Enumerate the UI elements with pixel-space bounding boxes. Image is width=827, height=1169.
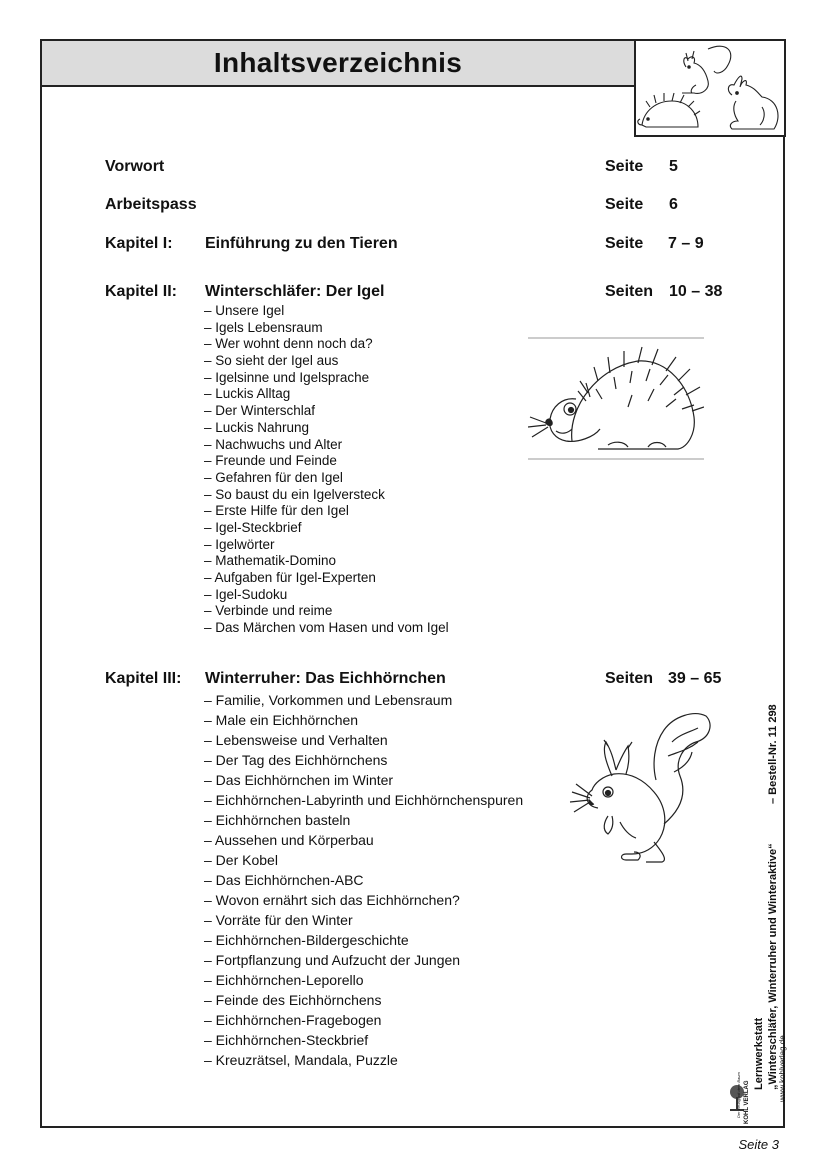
list-item: – Aussehen und Körperbau	[204, 832, 374, 848]
toc-page-number: 39 – 65	[668, 670, 722, 687]
toc-page-number: 6	[669, 196, 678, 213]
list-item: – Das Eichhörnchen im Winter	[204, 772, 394, 788]
toc-page-label: Seite	[605, 235, 644, 252]
list-item: – Mathematik-Domino	[204, 553, 337, 569]
list-item: – So sieht der Igel aus	[204, 353, 339, 369]
animals-drawing	[636, 41, 784, 135]
chapter-label: Kapitel II:	[105, 283, 178, 300]
list-item: – Eichhörnchen-Fragebogen	[204, 1012, 382, 1028]
series-label: Lernwerkstatt	[753, 1017, 765, 1090]
animals-illustration	[634, 39, 786, 137]
toc-page-label: Seite	[605, 158, 644, 175]
toc-page-label: Seiten	[605, 283, 654, 300]
chapter-topic: Winterruher: Das Eichhörnchen	[205, 670, 446, 687]
list-item: – Gefahren für den Igel	[204, 469, 343, 485]
list-item: – Eichhörnchen-Bildergeschichte	[204, 932, 409, 948]
list-item: – Eichhörnchen basteln	[204, 812, 351, 828]
page-title: Inhaltsverzeichnis	[40, 39, 636, 87]
publisher-sidebar	[728, 690, 788, 1124]
list-item: – Eichhörnchen-Leporello	[204, 972, 364, 988]
list-item: – Kreuzrätsel, Mandala, Puzzle	[204, 1052, 398, 1068]
list-item: – Male ein Eichhörnchen	[204, 712, 359, 728]
list-item: – Wer wohnt denn noch da?	[204, 336, 373, 352]
list-item: – Fortpflanzung und Aufzucht der Jungen	[204, 952, 461, 968]
list-item: – Das Märchen vom Hasen und vom Igel	[204, 620, 449, 636]
list-item: – Feinde des Eichhörnchens	[204, 992, 382, 1008]
order-number: – Bestell-Nr. 11 298	[767, 704, 779, 804]
kapitel-2-topic-list	[204, 303, 449, 637]
list-item: – Igel-Sudoku	[204, 586, 288, 602]
toc-page-number: 7 – 9	[668, 235, 704, 252]
list-item: – Lebensweise und Verhalten	[204, 732, 388, 748]
list-item: – Igel-Steckbrief	[204, 519, 302, 535]
list-item: – Das Eichhörnchen-ABC	[204, 872, 364, 888]
list-item: – Igels Lebensraum	[204, 319, 323, 335]
chapter-label: Kapitel III:	[105, 670, 182, 687]
list-item: – Luckis Alltag	[204, 386, 291, 402]
toc-page-label: Seite	[605, 196, 644, 213]
logo-text: KOHL VERLAG	[744, 1080, 750, 1124]
chapter-topic: Einführung zu den Tieren	[205, 235, 398, 252]
squirrel-illustration	[568, 712, 716, 870]
book-title: „Winterschläfer, Winterruher und Winteraktive“	[767, 843, 779, 1090]
chapter-label: Kapitel I:	[105, 235, 173, 252]
hedgehog-drawing	[528, 337, 704, 461]
list-item: – Familie, Vorkommen und Lebensraum	[204, 692, 453, 708]
list-item: – So baust du ein Igelversteck	[204, 486, 385, 502]
list-item: – Igelsinne und Igelsprache	[204, 369, 370, 385]
toc-page-number: 5	[669, 158, 678, 175]
list-item: – Aufgaben für Igel-Experten	[204, 570, 376, 585]
publisher-url: www.kohlverlag.de	[778, 1035, 787, 1102]
list-item: – Eichhörnchen-Labyrinth und Eichhörnchenspuren	[204, 792, 524, 808]
toc-label: Vorwort	[105, 158, 165, 175]
list-item: – Igelwörter	[204, 536, 275, 552]
page-number-footer: Seite 3	[738, 1137, 779, 1152]
list-item: – Unsere Igel	[204, 303, 285, 318]
hedgehog-illustration	[528, 337, 704, 461]
list-item: – Der Kobel	[204, 852, 278, 868]
logo-tagline: Der Verlag mit dem Baum	[736, 1072, 741, 1118]
list-item: – Der Tag des Eichhörnchens	[204, 752, 388, 768]
toc-page-number: 10 – 38	[669, 283, 723, 300]
list-item: – Verbinde und reime	[204, 603, 333, 619]
kapitel-3-topic-list	[204, 690, 523, 1070]
list-item: – Eichhörnchen-Steckbrief	[204, 1032, 369, 1048]
list-item: – Freunde und Feinde	[204, 453, 337, 469]
list-item: – Wovon ernährt sich das Eichhörnchen?	[204, 892, 460, 908]
toc-page-label: Seiten	[605, 670, 654, 687]
list-item: – Vorräte für den Winter	[204, 912, 353, 928]
list-item: – Nachwuchs und Alter	[204, 436, 343, 452]
list-item: – Luckis Nahrung	[204, 419, 310, 435]
chapter-topic: Winterschläfer: Der Igel	[205, 283, 385, 300]
list-item: – Erste Hilfe für den Igel	[204, 503, 349, 519]
list-item: – Der Winterschlaf	[204, 403, 316, 419]
toc-label: Arbeitspass	[105, 196, 197, 213]
squirrel-drawing	[568, 712, 716, 870]
